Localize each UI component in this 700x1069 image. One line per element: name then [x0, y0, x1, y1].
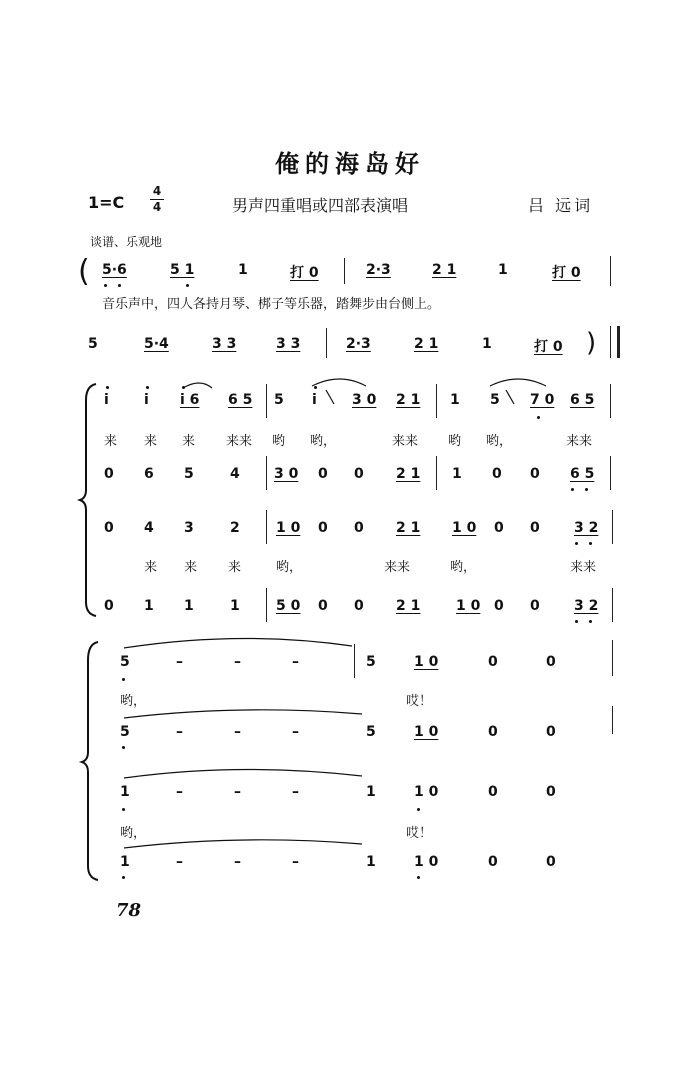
s1-v3-note: 4 — [144, 520, 154, 536]
s1-v3-note: 0 — [104, 520, 114, 536]
s1-v4-note: 1 0 — [456, 598, 481, 614]
s1-v1-note: i — [144, 392, 149, 408]
s2-v3-note: 1 0 — [414, 784, 439, 800]
intro-note: 打 0 — [290, 265, 319, 281]
s2-v4-note: 0 — [546, 854, 556, 870]
s2-v3-note: – — [176, 784, 183, 800]
intro-note: 3 3 — [212, 336, 237, 352]
s1-lyric: 来 — [144, 434, 158, 449]
s2-v1-note: – — [176, 654, 183, 670]
s2-v1-note: 5 — [120, 654, 130, 670]
s1-v4-note: 0 — [530, 598, 540, 614]
s1-v2-note: 6 5 — [570, 466, 595, 482]
intro-note: 1 — [482, 336, 492, 352]
s1-lyric: 来来 — [392, 434, 419, 449]
s2-v4-note: – — [292, 854, 299, 870]
time-signature-top: 4 — [152, 184, 162, 198]
s1-lyric: 来 — [104, 434, 118, 449]
s2-v2-note: – — [234, 724, 241, 740]
intro-note: 5·6 — [102, 262, 127, 278]
s1-v4-note: 3 2 — [574, 598, 599, 614]
s2-v2-note: – — [292, 724, 299, 740]
stage-direction: 音乐声中，四人各持月琴、梆子等乐器，踏舞步由台侧上。 — [102, 297, 441, 312]
intro-note: 1 — [238, 262, 248, 278]
intro-open-paren: ( — [78, 254, 90, 289]
s1-v1-note: 1 — [450, 392, 460, 408]
s1-v3-note: 0 — [494, 520, 504, 536]
s2-v3-note: 0 — [546, 784, 556, 800]
s1-v2-note: 4 — [230, 466, 240, 482]
s1-v2-note: 3 0 — [274, 466, 299, 482]
s2-v4-note: 1 0 — [414, 854, 439, 870]
s1-v2-note: 0 — [530, 466, 540, 482]
s2-v3-note: 1 — [366, 784, 376, 800]
intro-note: 3 3 — [276, 336, 301, 352]
s1-v3-note: 0 — [354, 520, 364, 536]
s2-v2-note: 5 — [120, 724, 130, 740]
s2-v1-note: 0 — [488, 654, 498, 670]
intro-note: 2 1 — [414, 336, 439, 352]
s1-v3-note: 3 2 — [574, 520, 599, 536]
s1-v2-note: 0 — [318, 466, 328, 482]
time-signature-bottom: 4 — [150, 199, 164, 215]
s1-v2-note: 0 — [104, 466, 114, 482]
performance-note: 男声四重唱或四部表演唱 — [232, 196, 409, 215]
s2-v2-note: 5 — [366, 724, 376, 740]
intro-note: 1 — [498, 262, 508, 278]
intro-close-paren: ) — [586, 328, 597, 358]
intro-note: 5 — [88, 336, 98, 352]
s1-v3-note: 0 — [318, 520, 328, 536]
s2-v3-note: 1 — [120, 784, 130, 800]
intro-note: 2·3 — [346, 336, 371, 352]
s2-lyric: 哎！ — [406, 694, 433, 709]
s1-v3-note: 1 0 — [452, 520, 477, 536]
s2-v3-note: – — [292, 784, 299, 800]
s1-v4-note: 2 1 — [396, 598, 421, 614]
s1-v3-note: 0 — [530, 520, 540, 536]
s1-lyric: 哟 — [272, 434, 286, 449]
s2-v2-note: 1 0 — [414, 724, 439, 740]
s1-lyric: 来 — [144, 560, 158, 575]
s1-v3-note: 1 0 — [276, 520, 301, 536]
intro-note: 5 1 — [170, 262, 195, 278]
s1-v1-note: 6 5 — [570, 392, 595, 408]
s1-v2-note: 1 — [452, 466, 462, 482]
intro-note: 打 0 — [534, 339, 563, 355]
s1-lyric: 来来 — [226, 434, 253, 449]
s1-v2-note: 0 — [492, 466, 502, 482]
s1-lyric: 哟， — [486, 434, 513, 449]
s1-v1-note: i 6 — [180, 392, 200, 408]
s1-v3-note: 3 — [184, 520, 194, 536]
s1-lyric: 来来 — [570, 560, 597, 575]
s1-v2-note: 2 1 — [396, 466, 421, 482]
s2-v1-note: 0 — [546, 654, 556, 670]
s1-v3-note: 2 — [230, 520, 240, 536]
s1-lyric: 来来 — [384, 560, 411, 575]
page-number: 78 — [116, 900, 142, 921]
s1-v4-note: 1 — [144, 598, 154, 614]
s1-lyric: 来 — [182, 434, 196, 449]
s1-v3-note: 2 1 — [396, 520, 421, 536]
s1-v1-note: 5 — [274, 392, 284, 408]
s2-v4-note: 1 — [120, 854, 130, 870]
intro-note: 5·4 — [144, 336, 169, 352]
s1-lyric: 来 — [228, 560, 242, 575]
s2-v4-note: – — [176, 854, 183, 870]
s1-lyric: 哟， — [310, 434, 337, 449]
intro-note: 打 0 — [552, 265, 581, 281]
s2-v4-note: – — [234, 854, 241, 870]
s2-v1-note: – — [292, 654, 299, 670]
s1-v1-note: 7 0 — [530, 392, 555, 408]
s1-lyric: 来来 — [566, 434, 593, 449]
s2-v3-note: 0 — [488, 784, 498, 800]
s1-v1-note: 6 5 — [228, 392, 253, 408]
s1-v2-note: 5 — [184, 466, 194, 482]
s1-v1-note: 3 0 — [352, 392, 377, 408]
s2-v3-note: – — [234, 784, 241, 800]
s1-v4-note: 0 — [354, 598, 364, 614]
s1-v4-note: 0 — [104, 598, 114, 614]
s1-v1-note: 2 1 — [396, 392, 421, 408]
s2-lyric: 哟， — [120, 826, 147, 841]
s2-v4-note: 0 — [488, 854, 498, 870]
s1-v4-note: 1 — [230, 598, 240, 614]
s1-v1-note: 5 — [490, 392, 500, 408]
s2-lyric: 哎！ — [406, 826, 433, 841]
s1-lyric: 哟， — [276, 560, 303, 575]
s2-v1-note: 5 — [366, 654, 376, 670]
s2-lyric: 哟， — [120, 694, 147, 709]
s1-lyric: 哟， — [450, 560, 477, 575]
s1-lyric: 来 — [184, 560, 198, 575]
s1-v4-note: 0 — [494, 598, 504, 614]
s2-v1-note: 1 0 — [414, 654, 439, 670]
arranger-note: 谈谱、乐观地 — [90, 235, 163, 249]
key-signature: 1=C — [88, 193, 125, 212]
s2-v1-note: – — [234, 654, 241, 670]
s1-v4-note: 0 — [318, 598, 328, 614]
s1-v1-note: i — [312, 392, 317, 408]
s2-v2-note: 0 — [488, 724, 498, 740]
song-title: 俺的海岛好 — [275, 149, 425, 178]
s2-v4-note: 1 — [366, 854, 376, 870]
intro-note: 2·3 — [366, 262, 391, 278]
s1-v2-note: 0 — [354, 466, 364, 482]
s1-v4-note: 5 0 — [276, 598, 301, 614]
s2-v2-note: 0 — [546, 724, 556, 740]
s1-lyric: 哟 — [448, 434, 462, 449]
s1-v4-note: 1 — [184, 598, 194, 614]
intro-note: 2 1 — [432, 262, 457, 278]
s1-v2-note: 6 — [144, 466, 154, 482]
lyricist: 吕 远词 — [528, 196, 594, 215]
s2-v2-note: – — [176, 724, 183, 740]
s1-v1-note: i — [104, 392, 109, 408]
